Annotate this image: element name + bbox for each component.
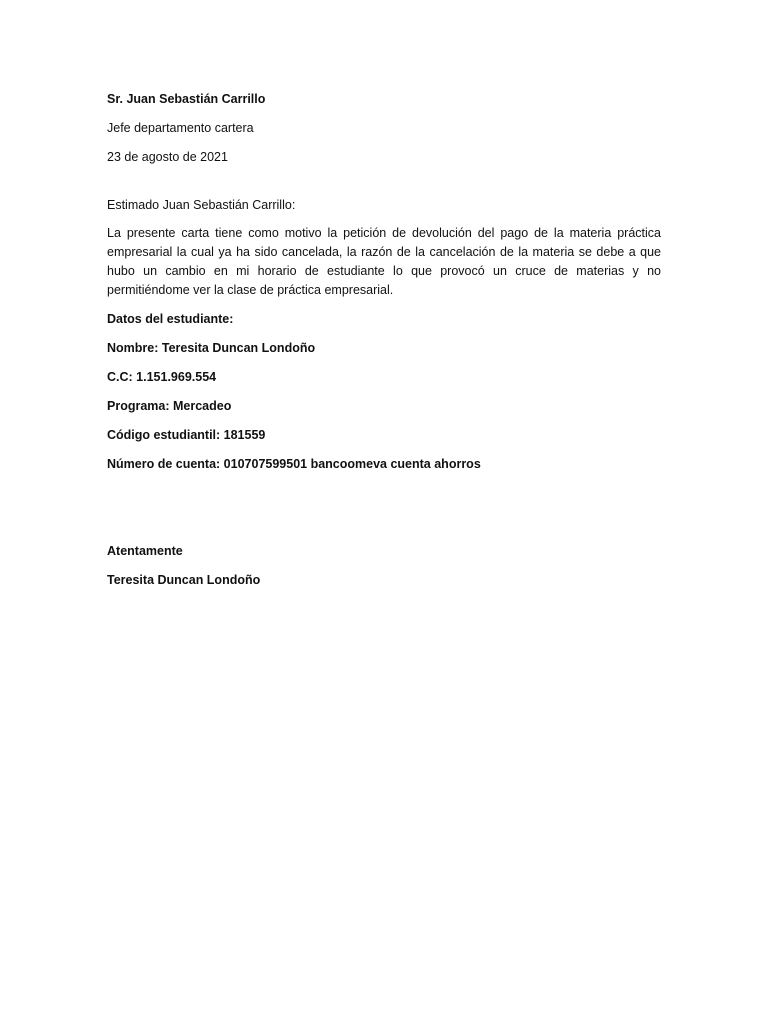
- student-name: Nombre: Teresita Duncan Londoño: [107, 341, 316, 355]
- closing-salutation: Atentamente: [107, 544, 183, 558]
- student-code: Código estudiantil: 181559: [107, 428, 266, 442]
- signature-name: Teresita Duncan Londoño: [107, 573, 261, 587]
- greeting: Estimado Juan Sebastián Carrillo:: [107, 198, 296, 212]
- recipient-position: Jefe departamento cartera: [107, 121, 254, 135]
- letter-date: 23 de agosto de 2021: [107, 150, 228, 164]
- student-program: Programa: Mercadeo: [107, 399, 232, 413]
- student-data-heading: Datos del estudiante:: [107, 312, 234, 326]
- recipient-name: Sr. Juan Sebastián Carrillo: [107, 92, 266, 106]
- student-account: Número de cuenta: 010707599501 bancoomeva cuenta ahorros: [107, 457, 481, 471]
- body-paragraph: La presente carta tiene como motivo la petición de devolución del pago de la materia práctica empresarial la cual ya ha sido cancelada, la razón de la cancelación de la materia se debe a que hubo un cambio en mi horario de estudiante lo que provocó un cruce de materias y no permitiéndome ver la clase de práctica empresarial.: [107, 226, 661, 297]
- student-id: C.C: 1.151.969.554: [107, 370, 217, 384]
- letter-body: [107, 90, 661, 590]
